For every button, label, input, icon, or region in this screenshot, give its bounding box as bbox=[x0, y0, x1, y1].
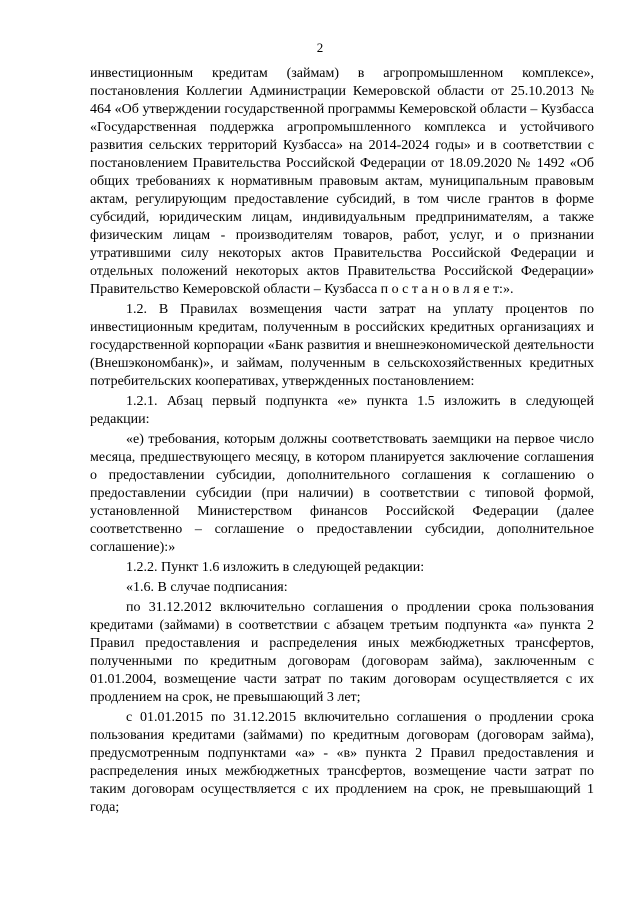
paragraph-1-6: «1.6. В случае подписания: bbox=[126, 580, 288, 595]
paragraph-1-2-2: 1.2.2. Пункт 1.6 изложить в следующей редакции: bbox=[126, 560, 425, 575]
paragraph-subpoint-e: «е) требования, которым должны соответствовать заемщики на первое число месяца, предшествующего месяцу, в котором планируется заключение соглашения о предоставлении субсидии, дополнительного соглашения к соглашению о предоставлении субсидии (при наличии) в соответствии с типовой формой, установленной Министерством финансов Российской Федерации (далее соответственно – соглашение о предоставлении субсидии, дополнительное соглашение):» bbox=[90, 432, 594, 555]
paragraph-1-2-1: 1.2.1. Абзац первый подпункта «е» пункта 1.5 изложить в следующей редакции: bbox=[90, 394, 594, 427]
page-number: 2 bbox=[316, 40, 324, 55]
paragraph-2015: с 01.01.2015 по 31.12.2015 включительно соглашения о продлении срока пользования кредитами (займами) по кредитным договорам (договорам займа), предусмотренным подпунктами «а» - «в» пункта 2 Правил предоставления и распределения иных межбюджетных трансфертов, возмещение части затрат по таким договорам осуществляется с их продлением на срок, не превышающий 1 года; bbox=[90, 710, 594, 815]
document-body bbox=[90, 65, 594, 817]
paragraph-1-2: 1.2. В Правилах возмещения части затрат на уплату процентов по инвестиционным кредитам, полученным в российских кредитных организациях и государственной корпорации «Банк развития и внешнеэкономической деятельности (Внешэкономбанк)», и займам, полученным в сельскохозяйственных кредитных потребительских кооперативах, утвержденных постановлением: bbox=[90, 302, 594, 389]
paragraph-preamble-continuation: инвестиционным кредитам (займам) в агропромышленном комплексе», постановления Коллегии Администрации Кемеровской области от 25.10.2013 № 464 «Об утверждении государственной программы Кемеровской области – Кузбасса «Государственная поддержка агропромышленного комплекса и устойчивого развития сельских территорий Кузбасса» на 2014-2024 годы» и в соответствии с постановлением Правительства Российской Федерации от 18.09.2020 № 1492 «Об общих требованиях к нормативным правовым актам, муниципальным правовым актам, регулирующим предоставление субсидий, в том числе грантов в форме субсидий, юридическим лицам, индивидуальным предпринимателям, а также физическим лицам - производителям товаров, работ, услуг, и о признании утратившими силу некоторых актов Правительства Российской Федерации и отдельных положений некоторых актов Правительства Российской Федерации» Правительство Кемеровской области – Кузбасса п о с т а н о в л я е т:». bbox=[90, 66, 594, 297]
paragraph-until-2012: по 31.12.2012 включительно соглашения о продлении срока пользования кредитами (займами) в соответствии с абзацем третьим подпункта «а» пункта 2 Правил предоставления и распределения иных межбюджетных трансфертов, полученными по кредитным договорам (договорам займа), заключенным с 01.01.2004, возмещение части затрат по таким договорам осуществляется с их продлением на срок, не превышающий 3 лет; bbox=[90, 600, 594, 705]
